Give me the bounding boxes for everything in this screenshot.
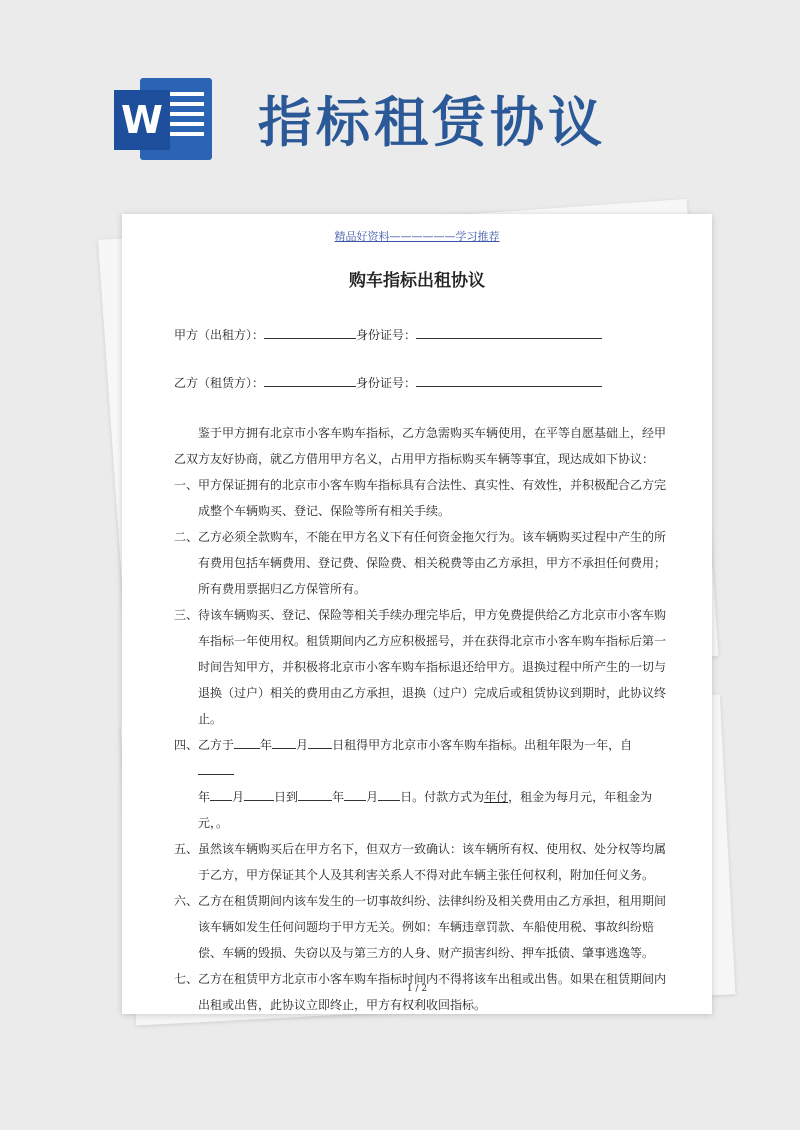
party-a-name-field[interactable]: [264, 326, 356, 339]
clause-number: 六、: [174, 894, 199, 908]
start-month-field[interactable]: [272, 736, 296, 749]
start-year-field[interactable]: [234, 736, 260, 749]
party-b-label: 乙方（租赁方）：: [174, 376, 265, 390]
party-b-row: [174, 374, 602, 391]
payment-method: 年付: [484, 790, 509, 804]
clause-2: [174, 524, 668, 602]
party-a-label: 甲方（出租方）：: [174, 328, 265, 342]
clause-5: [174, 836, 668, 888]
from-year-field[interactable]: [198, 762, 234, 775]
clause-number: 四、: [174, 738, 199, 752]
from-month-field[interactable]: [210, 788, 232, 801]
clause-text: 乙方在租赁甲方北京市小客车购车指标时间内不得将该车出租或出售。如果在租赁期间内出租或出售，此协议立即终止，甲方有权利收回指标。: [198, 972, 667, 1012]
clause-number: 二、: [174, 530, 199, 544]
header-banner: [110, 68, 606, 168]
intro-paragraph: 鉴于甲方拥有北京市小客车购车指标，乙方急需购买车辆使用，在平等自愿基础上，经甲乙双方友好协商，就乙方借用甲方名义，占用甲方指标购买车辆等事宜，现达成如下协议：一、甲方保证拥有的北京市小客车购车指标具有合法性、真实性、有效性，并积极配合乙方完: [174, 426, 667, 492]
document-page: [122, 214, 712, 1014]
clause-number: 七、: [174, 972, 199, 986]
clause-number: 五、: [174, 842, 199, 856]
clause-number: 三、: [174, 608, 199, 622]
from-day-field[interactable]: [244, 788, 274, 801]
party-a-id-field[interactable]: [416, 326, 602, 339]
document-title: 购车指标出租协议: [349, 271, 485, 291]
word-logo-letter: W: [114, 90, 170, 150]
clause-text: 乙方在租赁期间内该车发生的一切事故纠纷、法律纠纷及相关费用由乙方承担，租用期间该车辆如发生任何问题均于甲方无关。例如：车辆违章罚款、车船使用税、事故纠纷赔偿、车辆的毁损、失窃以及与第三方的人身、财产损害纠纷、押车抵债、肇事逃逸等。: [198, 894, 667, 960]
clause-4: [174, 732, 668, 836]
party-a-row: [174, 326, 602, 343]
clause-text: 虽然该车辆购买后在甲方名下，但双方一致确认：该车辆所有权、使用权、处分权等均属于乙方，甲方保证其个人及其利害关系人不得对此车辆主张任何权利，附加任何义务。: [198, 842, 667, 882]
clause-text: 待该车辆购买、登记、保险等相关手续办理完毕后，甲方免费提供给乙方北京市小客车购车指标一年使用权。租赁期间内乙方应积极摇号，并在获得北京市小客车购车指标后第一时间告知甲方，并积极将北京市小客车购车指标退还给甲方。退换过程中所产生的一切与退换（过户）相关的费用由乙方承担，退换（过户）完成后或租赁协议到期时，此协议终止。: [198, 608, 667, 726]
to-year-field[interactable]: [298, 788, 332, 801]
party-b-id-label: 身份证号：: [356, 376, 417, 390]
party-a-id-label: 身份证号：: [356, 328, 417, 342]
to-month-field[interactable]: [344, 788, 366, 801]
start-day-field[interactable]: [308, 736, 332, 749]
header-link[interactable]: 精品好资料——————学习推荐: [334, 230, 500, 243]
to-day-field[interactable]: [378, 788, 400, 801]
party-b-id-field[interactable]: [416, 374, 602, 387]
banner-title: 指标租赁协议: [258, 90, 606, 154]
clause-6: [174, 888, 668, 966]
intro-paragraph-continued: 成整个车辆购买、登记、保险等所有相关手续。: [198, 504, 451, 518]
word-document-icon: [110, 72, 214, 164]
clause-3: [174, 602, 668, 732]
agreement-body: [174, 420, 668, 1018]
page-number: 1 / 2: [406, 984, 428, 994]
clause-text: 乙方于 年 月 日租得甲方北京市小客车购车指标。出租年限为一年，自 年 月 日到 年 月 日。付款方式为年付，租金为每月元，年租金为元，。: [198, 738, 653, 830]
party-b-name-field[interactable]: [264, 374, 356, 387]
clause-text: 乙方必须全款购车，不能在甲方名义下有任何资金拖欠行为。该车辆购买过程中产生的所有费用包括车辆费用、登记费、保险费、相关税费等由乙方承担，甲方不承担任何费用；所有费用票据归乙方保管所有。: [198, 530, 667, 596]
